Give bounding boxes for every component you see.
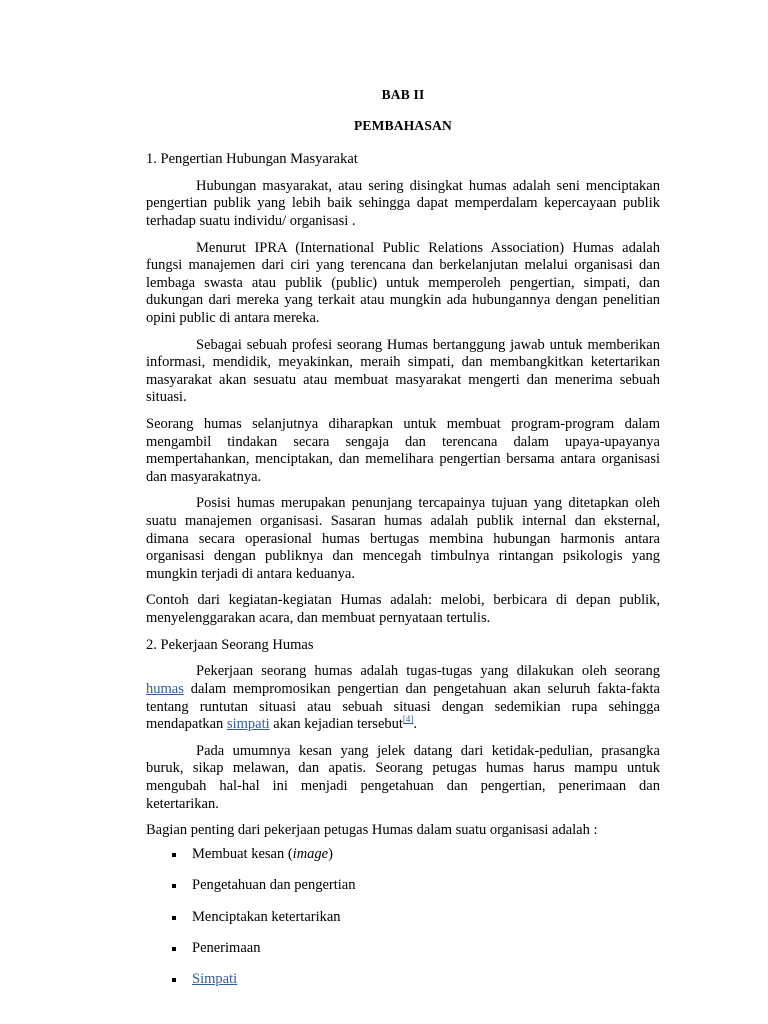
section-1-paragraph-2: Menurut IPRA (International Public Relations Association) Humas adalah fungsi manajemen dari ciri yang terencana dan berkelanjutan melalui organisasi dan lembaga swasta atau publik (public) untuk memperoleh pengertian, simpati, dan dukungan dari mereka yang terkait atau mungkin ada hubungannya dengan penelitian opini public di antara mereka. [146, 239, 660, 326]
square-bullet-icon [172, 853, 176, 857]
list-item-text-after: ) [328, 845, 333, 862]
section-1-paragraph-3: Sebagai sebuah profesi seorang Humas bertanggung jawab untuk memberikan informasi, mendidik, meyakinkan, meraih simpati, dan membangkitkan ketertarikan masyarakat akan sesuatu atau membuat masyarakat mengerti dan menerima sebuah situasi. [146, 336, 660, 406]
section-2-paragraph-linked [146, 663, 660, 733]
humas-duties-list [146, 846, 660, 989]
humas-link[interactable]: humas [146, 681, 184, 697]
paragraph-text-after-simpati-link: akan kejadian tersebut [269, 716, 403, 733]
list-item [146, 940, 660, 957]
list-item [146, 909, 660, 926]
list-lead-in-text: Bagian penting dari pekerjaan petugas Humas dalam suatu organisasi adalah : [146, 822, 598, 839]
list-item-text: Membuat kesan ( [192, 845, 293, 862]
list-item [146, 877, 660, 894]
list-item-text: Menciptakan ketertarikan [192, 908, 341, 925]
section-1-paragraph-5: Posisi humas merupakan penunjang tercapainya tujuan yang ditetapkan oleh suatu manajemen organisasi. Sasaran humas adalah publik internal dan eksternal, dimana secara operasional humas bertugas membina hubungan harmonis antara organisasi dengan publiknya dan mencegah timbulnya rintangan psikologis yang mungkin terjadi di antara keduanya. [146, 495, 660, 582]
list-item-text: Pengetahuan dan pengertian [192, 877, 356, 894]
square-bullet-icon [172, 916, 176, 920]
simpati-list-link[interactable]: Simpati [192, 971, 238, 988]
square-bullet-icon [172, 884, 176, 888]
section-heading-2: 2. Pekerjaan Seorang Humas [146, 636, 314, 653]
chapter-heading: BAB II [381, 87, 425, 102]
paragraph-text-before-humas-link: Pekerjaan seorang humas adalah tugas-tugas yang dilakukan oleh seorang [196, 663, 660, 680]
section-1-paragraph-4: Seorang humas selanjutnya diharapkan untuk membuat program-program dalam mengambil tindakan secara sengaja dan terencana dalam upaya-upayanya mempertahankan, menciptakan, dan memelihara pengertian bersama antara organisasi dan masyarakatnya. [146, 416, 660, 485]
section-2-paragraph-after: Pada umumnya kesan yang jelek datang dari ketidak-pedulian, prasangka buruk, sikap melawan, dan apatis. Seorang petugas humas harus mampu untuk mengubah hal-hal ini menjadi pengetahuan dan pengertian, penerimaan dan ketertarikan. [146, 742, 660, 812]
list-item [146, 846, 660, 863]
section-heading-1: 1. Pengertian Hubungan Masyarakat [146, 151, 358, 167]
section-1-paragraph-6: Contoh dari kegiatan-kegiatan Humas adalah: melobi, berbicara di depan publik, menyelenggarakan acara, dan membuat pernyataan tertulis. [146, 592, 660, 627]
footnote-reference-label[interactable]: [4] [402, 714, 414, 725]
square-bullet-icon [172, 978, 176, 982]
list-item-text: Penerimaan [192, 940, 261, 957]
list-item-italic-text: image [292, 845, 329, 862]
square-bullet-icon [172, 947, 176, 951]
simpati-link[interactable]: simpati [226, 716, 270, 733]
chapter-subheading: PEMBAHASAN [353, 117, 452, 133]
paragraph-text-between-links: dalam mempromosikan pengertian dan pengetahuan akan seluruh fakta-fakta tentang runtutan situasi atau sebuah situasi dengan sedemikian rupa sehingga mendapatkan [146, 681, 660, 733]
paragraph-trailing-punctuation: . [413, 716, 418, 733]
list-item [146, 971, 660, 988]
section-1-paragraph-1: Hubungan masyarakat, atau sering disingkat humas adalah seni menciptakan pengertian publik yang lebih baik sehingga dapat memperdalam kepercayaan publik terhadap suatu individu/ organisasi . [146, 177, 660, 229]
footnote-reference[interactable] [403, 714, 414, 724]
